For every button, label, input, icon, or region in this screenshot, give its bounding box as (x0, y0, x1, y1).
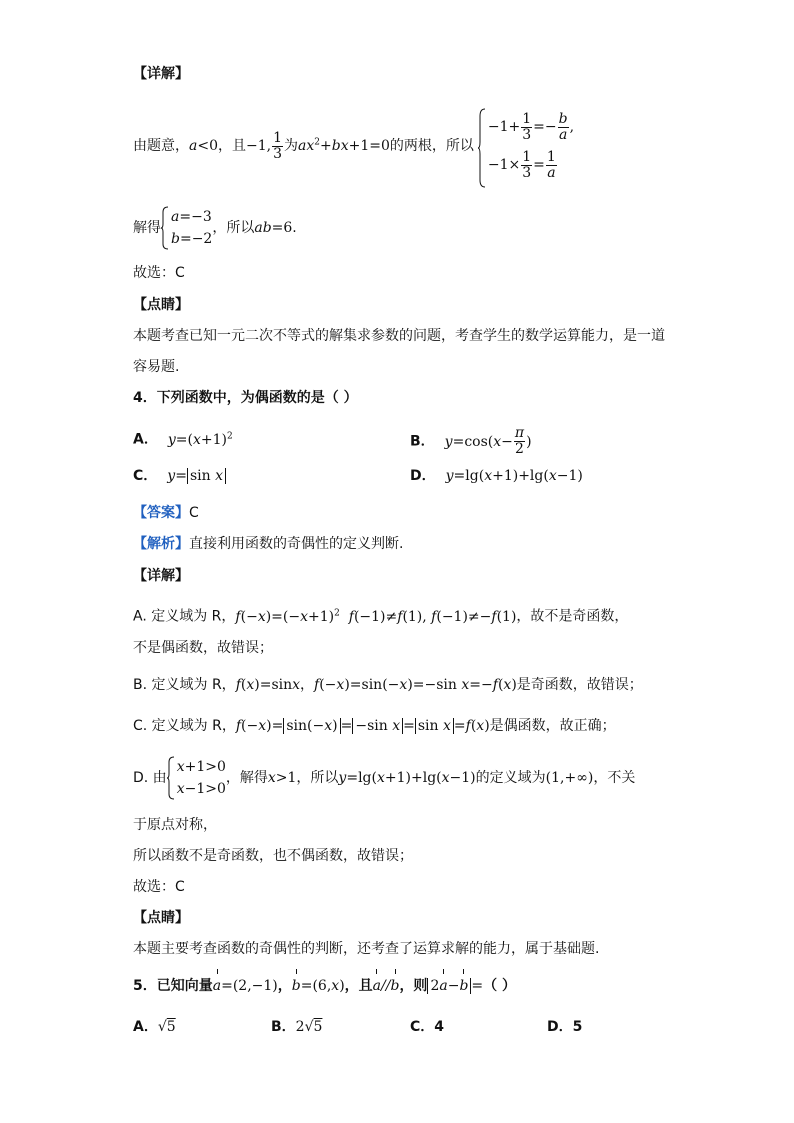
q4-option-c: C． y= sin x (133, 466, 226, 486)
analysis-label: 【解析】 (133, 536, 189, 552)
left-brace-icon (161, 206, 169, 250)
q3-solve-text-b: ，所以 (212, 220, 255, 236)
q4-analysis-line (133, 534, 403, 554)
q3-given-text-c: 为 (284, 138, 299, 154)
q3-choice: 故选：C (133, 265, 185, 281)
q3-system-vieta: −1+ $\frac{1}{3}$ =− $\frac{b}{a}$ , −1× $\frac{1}{3}$ = $\frac{1}{a}$ (478, 108, 574, 184)
q4-check-a-cont: 不是偶函数，故错误； (133, 640, 273, 656)
q5-option-d: D．5 (547, 1019, 583, 1035)
q4-option-a: A． $y=(x+1)^2$ (133, 431, 233, 448)
q4-choice: 故选：C (133, 879, 185, 895)
q3-given-text-a: 由题意， (133, 138, 189, 154)
left-brace-icon (478, 108, 486, 188)
q4-check-a: A. 定义域为 R，$f(-x)=(-x+1)^2$ f(−1)≠f(1), f(−1)≠−f(1)，故不是奇函数， (133, 608, 629, 625)
fraction-one-third: $\frac{1}{3}$ (273, 129, 283, 162)
q4-system-domain: x+1>0 x−1>0 (167, 756, 226, 800)
q4-analysis: 直接利用函数的奇偶性的定义判断. (189, 536, 404, 552)
q4-check-d-conclusion: 所以函数不是奇函数，也不偶函数，故错误； (133, 848, 413, 864)
q4-comment-label: 【点睛】 (133, 910, 189, 926)
q4-check-c: C. 定义域为 R，f(−x)= sin(−x) = −sin x = sin x =f(x)是偶函数，故正确； (133, 718, 616, 734)
left-brace-icon (167, 756, 175, 800)
q3-comment-cont: 容易题. (133, 359, 180, 375)
detail-label: 【详解】 (133, 66, 189, 82)
q4-check-d: D. 由 x+1>0 x−1>0 ，解得x>1，所以y=lg(x+1)+lg(x−1)的定义域为(1,+∞)，不关 (133, 756, 635, 800)
q3-given-text-b: ，且 (218, 138, 246, 154)
q4-check-b: B. 定义域为 R，f(x)=sinx，f(−x)=sin(−x)=−sin x=−f(x)是奇函数，故错误； (133, 677, 643, 693)
comment-label: 【点睛】 (133, 297, 189, 313)
q5-stem: 5．已知向量a=(2,−1)，b=(6,x)，且a//b，则 2a−b =（ ） (133, 978, 517, 994)
formula-ab-6: ab=6 (254, 220, 293, 236)
q5-option-b: B．2√5 (271, 1019, 323, 1035)
q4-check-d-cont: 于原点对称， (133, 817, 217, 833)
formula-a-lt-0: a (189, 138, 198, 154)
q3-given-line: 由题意，a<0，且−1, $\frac{1}{3}$ 为$ax^2+bx+1=0$的两根，所以 −1+ $\frac{1}{3}$ =− $\frac{b}{a}$ , −1× $\frac{1}{3}$ = $\frac{1}{a}$ (133, 108, 574, 184)
q3-solve-line: 解得 a=−3 b=−2 ，所以ab=6. (133, 206, 297, 250)
q3-given-text-d: 的两根，所以 (389, 138, 474, 154)
formula-quadratic: $ax^2+bx+1=0$ (298, 137, 390, 154)
q3-comment: 本题考查已知一元二次不等式的解集求参数的问题，考查学生的数学运算能力，是一道 (133, 328, 665, 344)
q4-answer: C (189, 505, 199, 521)
q4-detail-label: 【详解】 (133, 568, 189, 584)
q4-stem: 4．下列函数中，为偶函数的是（ ） (133, 390, 358, 406)
answer-label: 【答案】 (133, 505, 189, 521)
q5-option-c: C．4 (410, 1019, 445, 1035)
formula-roots: −1, (246, 138, 272, 154)
q4-answer-line (133, 503, 199, 523)
q4-comment: 本题主要考查函数的奇偶性的判断，还考查了运算求解的能力，属于基础题. (133, 941, 600, 957)
q3-system-solution: a=−3 b=−2 (161, 206, 212, 250)
q4-option-b: B． y=cos(x− $\frac{\pi}{2}$ ) (410, 425, 532, 457)
q4-option-d: D． y=lg(x+1)+lg(x−1) (410, 468, 583, 484)
q3-solve-text-a: 解得 (133, 220, 161, 236)
q5-option-a: A．√5 (133, 1019, 176, 1035)
